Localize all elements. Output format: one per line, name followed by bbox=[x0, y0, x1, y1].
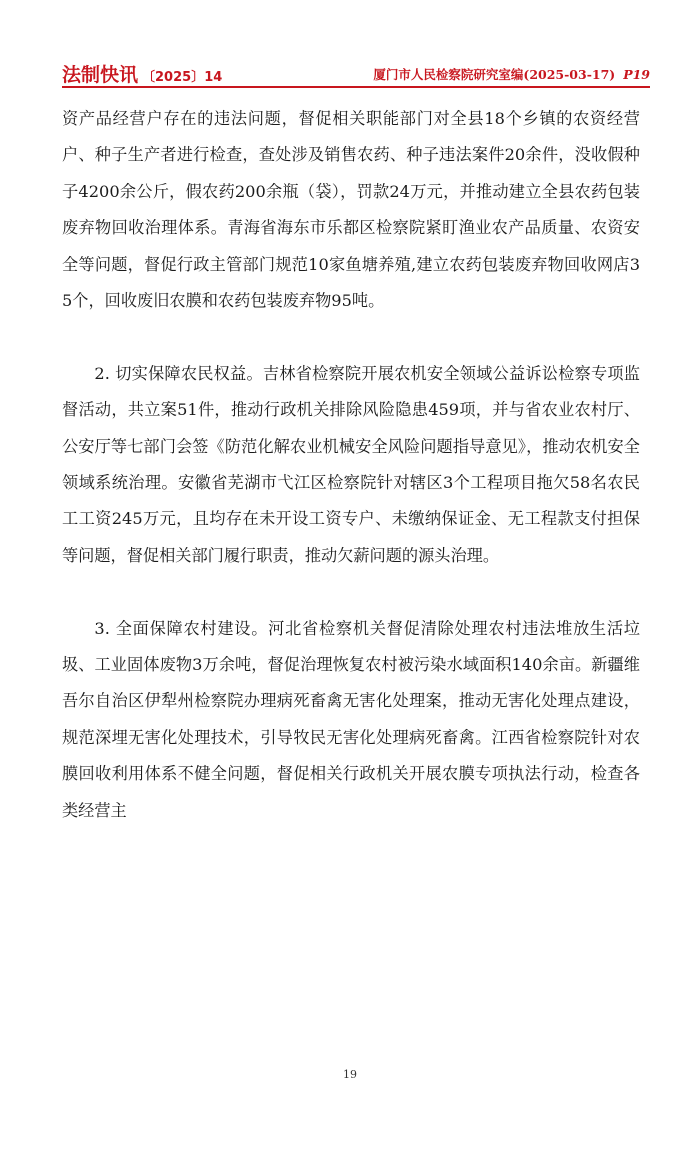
page-header bbox=[62, 58, 650, 88]
newsletter-brand bbox=[62, 60, 222, 87]
page-tag: P19 bbox=[623, 67, 650, 82]
paragraph-continuation: 资产品经营户存在的违法问题，督促相关职能部门对全县18个乡镇的农资经营户、种子生产者进行检查，查处涉及销售农药、种子违法案件20余件，没收假种子4200余公斤，假农药200余瓶（袋），罚款24万元，并推动建立全县农药包装废弃物回收治理体系。青海省海东市乐都区检察院紧盯渔业农产品质量、农资安全等问题，督促行政主管部门规范10家鱼塘养殖,建立农药包装废弃物回收网店35个，回收废旧农膜和农药包装废弃物95吨。 bbox=[62, 109, 640, 311]
paragraph-farmer-rights: 2. 切实保障农民权益。吉林省检察院开展农机安全领域公益诉讼检察专项监督活动，共立案51件，推动行政机关排除风险隐患459项，并与省农业农村厅、公安厅等七部门会签《防范化解农业机械安全风险问题指导意见》，推动农机安全领域系统治理。安徽省芜湖市弋江区检察院针对辖区3个工程项目拖欠58名农民工工资245万元，且均存在未开设工资专户、未缴纳保证金、无工程款支付担保等问题，督促相关部门履行职责，推动欠薪问题的源头治理。 bbox=[62, 363, 640, 565]
paragraph-rural-construction: 3. 全面保障农村建设。河北省检察机关督促清除处理农村违法堆放生活垃圾、工业固体废物3万余吨，督促治理恢复农村被污染水域面积140余亩。新疆维吾尔自治区伊犁州检察院办理病死畜禽无害化处理案，推动无害化处理点建设，规范深埋无害化处理技术，引导牧民无害化处理病死畜禽。江西省检察院针对农膜回收利用体系不健全问题，督促相关行政机关开展农膜专项执法行动，检查各类经营主 bbox=[62, 618, 640, 820]
newsletter-title: 法制快讯 bbox=[62, 64, 139, 86]
article-body bbox=[62, 101, 640, 829]
editor-info bbox=[373, 65, 650, 83]
page-number: 19 bbox=[343, 1068, 357, 1081]
issue-number: 〔2025〕14 bbox=[142, 70, 223, 85]
editor-line: 厦门市人民检察院研究室编(2025-03-17) bbox=[373, 67, 616, 82]
